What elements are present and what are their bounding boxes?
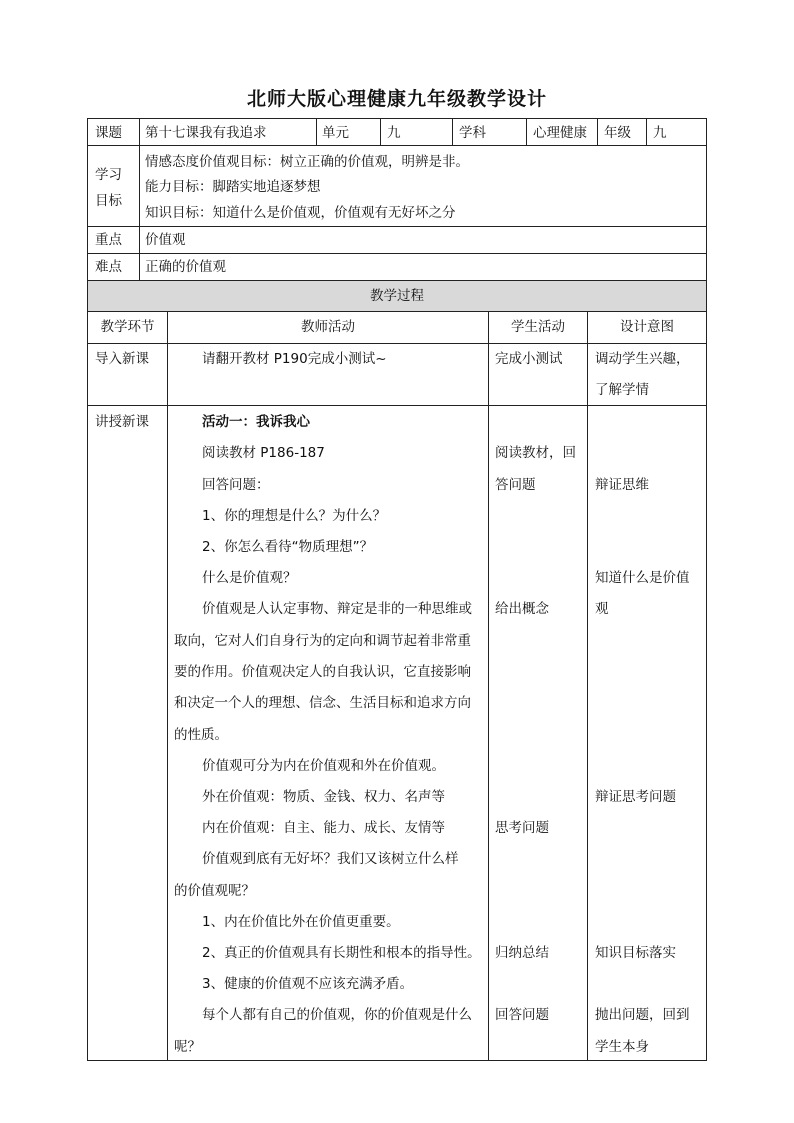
teacher-line: 的价值观呢？ bbox=[174, 883, 255, 899]
topic-value: 第十七课我有我追求 bbox=[145, 125, 267, 141]
teacher-line: 2、你怎么看待“物质理想”？ bbox=[202, 539, 374, 555]
teacher-line: 呢？ bbox=[174, 1039, 201, 1055]
goals-label-line2: 目标 bbox=[95, 193, 122, 209]
teacher-line: 和决定一个人的理想、信念、生活目标和追求方向 bbox=[174, 695, 471, 711]
teacher-line: 的性质。 bbox=[174, 727, 228, 743]
key-point-value: 价值观 bbox=[145, 232, 186, 248]
teacher-line: 价值观可分为内在价值观和外在价值观。 bbox=[202, 758, 445, 774]
intro-intent-line: 了解学情 bbox=[595, 382, 649, 398]
column-header-student: 学生活动 bbox=[511, 319, 565, 335]
document-title: 北师大版心理健康九年级教学设计 bbox=[246, 88, 547, 110]
design-intent: 学生本身 bbox=[595, 1039, 649, 1055]
teacher-line: 1、你的理想是什么？为什么？ bbox=[202, 508, 387, 524]
student-activity: 给出概念 bbox=[495, 601, 549, 617]
unit-label: 单元 bbox=[322, 125, 349, 141]
teacher-line: 价值观到底有无好坏？我们又该树立什么样 bbox=[202, 851, 459, 867]
column-header-teacher: 教师活动 bbox=[301, 319, 355, 335]
student-activity: 阅读教材，回 bbox=[495, 445, 576, 461]
goal-item: 能力目标：脚踏实地追逐梦想 bbox=[145, 179, 321, 195]
teacher-line: 1、内在价值比外在价值更重要。 bbox=[202, 914, 400, 930]
teacher-line: 阅读教材 P186-187 bbox=[202, 445, 325, 461]
teacher-line: 取向，它对人们自身行为的定向和调节起着非常重 bbox=[174, 633, 471, 649]
student-activity: 思考问题 bbox=[495, 820, 549, 836]
teacher-line: 外在价值观：物质、金钱、权力、名声等 bbox=[202, 789, 445, 805]
goal-item: 知识目标：知道什么是价值观，价值观有无好坏之分 bbox=[145, 205, 456, 221]
key-point-label: 重点 bbox=[95, 232, 122, 248]
column-header-intent: 设计意图 bbox=[620, 319, 674, 335]
intro-student: 完成小测试 bbox=[495, 351, 563, 367]
process-header: 教学过程 bbox=[370, 288, 424, 304]
column-header-stage: 教学环节 bbox=[100, 319, 155, 335]
grade-label: 年级 bbox=[604, 125, 631, 141]
teacher-line: 要的作用。价值观决定人的自我认识，它直接影响 bbox=[174, 664, 471, 680]
teacher-line: 每个人都有自己的价值观，你的价值观是什么 bbox=[202, 1007, 472, 1023]
intro-teacher: 请翻开教材 P190完成小测试~ bbox=[202, 351, 387, 367]
teacher-line: 2、真正的价值观具有长期性和根本的指导性。 bbox=[202, 945, 481, 961]
teacher-line: 什么是价值观？ bbox=[202, 570, 297, 586]
teacher-line: 内在价值观：自主、能力、成长、友情等 bbox=[202, 820, 445, 836]
unit-value: 九 bbox=[387, 125, 401, 141]
student-activity: 归纳总结 bbox=[495, 945, 549, 961]
teacher-line: 回答问题： bbox=[202, 477, 270, 493]
design-intent: 辩证思维 bbox=[595, 477, 649, 493]
design-intent: 辩证思考问题 bbox=[595, 789, 676, 805]
difficulty-label: 难点 bbox=[95, 259, 122, 275]
grade-value: 九 bbox=[653, 125, 667, 141]
goal-item: 情感态度价值观目标：树立正确的价值观，明辨是非。 bbox=[145, 154, 469, 170]
teacher-line: 3、健康的价值观不应该充满矛盾。 bbox=[202, 976, 414, 992]
intro-stage: 导入新课 bbox=[95, 351, 149, 367]
lecture-stage: 讲授新课 bbox=[95, 414, 149, 430]
topic-label: 课题 bbox=[95, 125, 122, 141]
design-intent: 知道什么是价值 bbox=[595, 570, 690, 586]
subject-value: 心理健康 bbox=[533, 125, 587, 141]
intro-intent-line: 调动学生兴趣， bbox=[595, 351, 690, 367]
subject-label: 学科 bbox=[459, 125, 486, 141]
design-intent: 知识目标落实 bbox=[595, 945, 676, 961]
design-intent: 抛出问题，回到 bbox=[595, 1007, 690, 1023]
student-activity: 答问题 bbox=[495, 477, 536, 493]
difficulty-value: 正确的价值观 bbox=[145, 259, 226, 275]
goals-label-line1: 学习 bbox=[95, 167, 122, 183]
teacher-line: 价值观是人认定事物、辩定是非的一种思维或 bbox=[202, 601, 472, 617]
activity-heading: 活动一：我诉我心 bbox=[202, 414, 310, 430]
student-activity: 回答问题 bbox=[495, 1007, 549, 1023]
design-intent: 观 bbox=[595, 601, 609, 617]
